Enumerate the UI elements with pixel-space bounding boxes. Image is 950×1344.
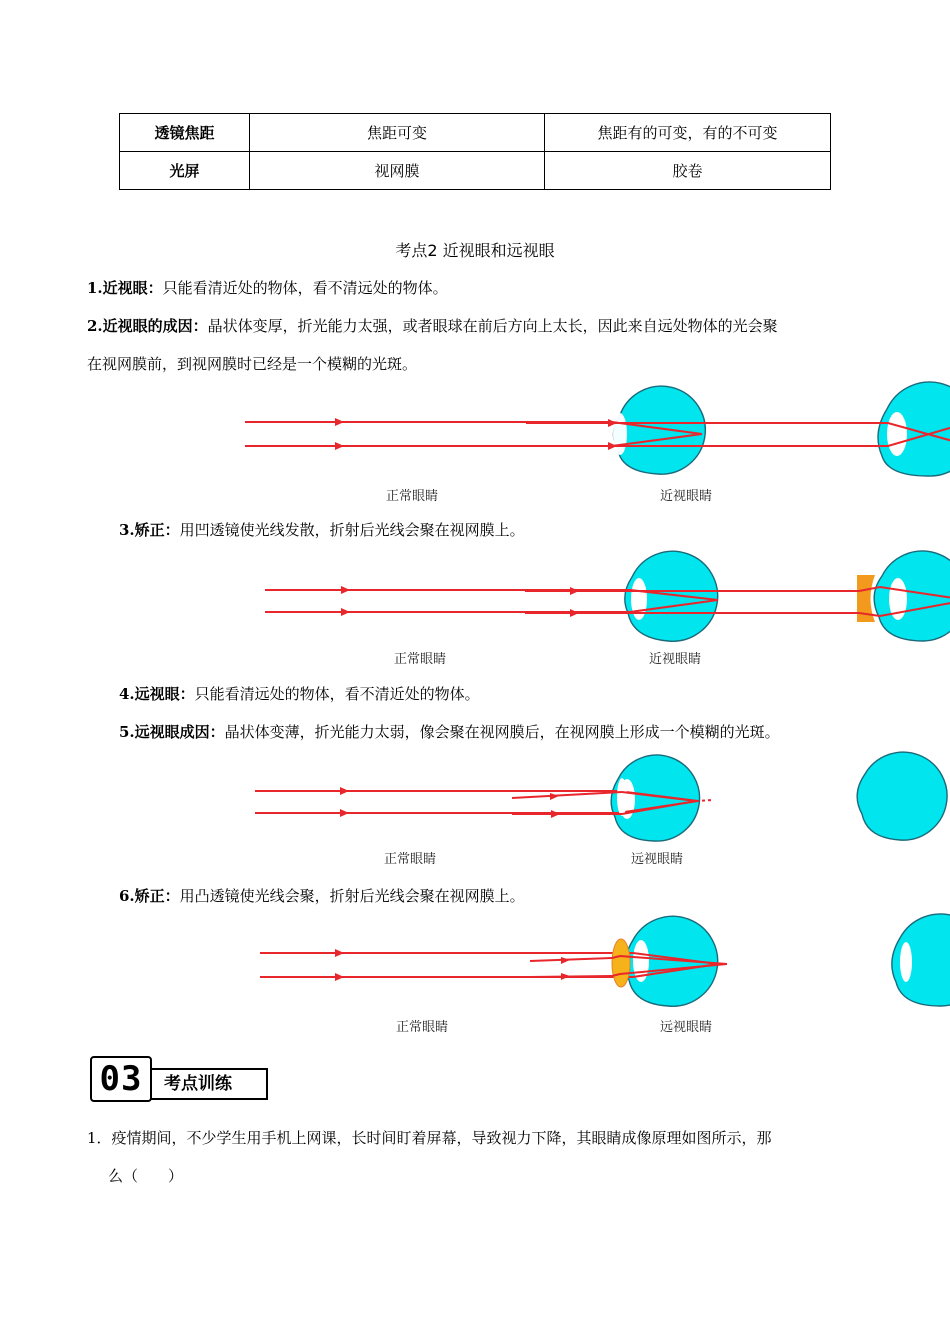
- figure-hyperopia-correction: [255, 916, 735, 1016]
- paragraph-myopia-correction: 3.矫正：用凹透镜使光线发散，折射后光线会聚在视网膜上。: [119, 521, 525, 539]
- normal-eye-diagram: [245, 386, 705, 474]
- section-title: 考点2 近视眼和远视眼: [395, 241, 555, 260]
- hyperopia-eye-diagram: [512, 752, 947, 840]
- caption-normal-eye: 正常眼睛: [394, 652, 447, 667]
- table-row: [120, 152, 831, 190]
- camera-cell: 焦距有的可变，有的不可变: [545, 114, 831, 152]
- question-1: 1．疫情期间，不少学生用手机上网课，长时间盯着屏幕，导致视力下降，其眼睛成像原理如图所示，那: [87, 1129, 772, 1147]
- paragraph-hyperopia-correction: 6.矫正：用凸透镜使光线会聚，折射后光线会聚在视网膜上。: [119, 887, 525, 905]
- table-row: [120, 114, 831, 152]
- badge-label: 考点训练: [150, 1068, 268, 1100]
- figure-hyperopia-comparison: [250, 754, 730, 854]
- badge-number: 03: [90, 1056, 152, 1102]
- normal-eye-diagram: [255, 755, 700, 841]
- row-header: 光屏: [120, 152, 250, 190]
- myopia-eye-diagram: [526, 382, 950, 476]
- paragraph-myopia-cause-cont: 在视网膜前，到视网膜时已经是一个模糊的光斑。: [87, 355, 418, 373]
- section-badge: [90, 1056, 270, 1100]
- eye-cell: 视网膜: [250, 152, 545, 190]
- paragraph-hyperopia: 4.远视眼：只能看清远处的物体，看不清近处的物体。: [119, 685, 480, 703]
- normal-eye-diagram: [260, 916, 718, 1006]
- question-1-cont: 么（ ）: [108, 1167, 184, 1185]
- caption-normal-eye: 正常眼睛: [384, 852, 437, 867]
- caption-myopia-eye: 近视眼睛: [660, 489, 713, 504]
- caption-hyperopia-eye: 远视眼睛: [631, 852, 684, 867]
- caption-myopia-eye: 近视眼睛: [649, 652, 702, 667]
- row-header: 透镜焦距: [120, 114, 250, 152]
- figure-myopia-correction: [255, 550, 735, 650]
- corrected-hyperopia-eye-diagram: [530, 914, 950, 1006]
- figure-myopia-comparison: [240, 388, 740, 478]
- caption-normal-eye: 正常眼睛: [386, 489, 439, 504]
- caption-normal-eye: 正常眼睛: [396, 1020, 449, 1035]
- paragraph-hyperopia-cause: 5.远视眼成因：晶状体变薄，折光能力太弱，像会聚在视网膜后，在视网膜上形成一个模糊的光斑。: [119, 723, 780, 741]
- convex-lens: [612, 939, 630, 987]
- normal-eye-diagram: [265, 551, 718, 641]
- paragraph-myopia-cause: 2.近视眼的成因：晶状体变厚，折光能力太强，或者眼球在前后方向上太长，因此来自远处物体的光会聚: [87, 317, 778, 335]
- corrected-myopia-eye-diagram: [525, 551, 950, 641]
- camera-cell: 胶卷: [545, 152, 831, 190]
- eye-cell: 焦距可变: [250, 114, 545, 152]
- caption-hyperopia-eye: 远视眼睛: [660, 1020, 713, 1035]
- comparison-table: [119, 113, 831, 190]
- paragraph-myopia: 1.近视眼：只能看清近处的物体，看不清远处的物体。: [87, 279, 448, 297]
